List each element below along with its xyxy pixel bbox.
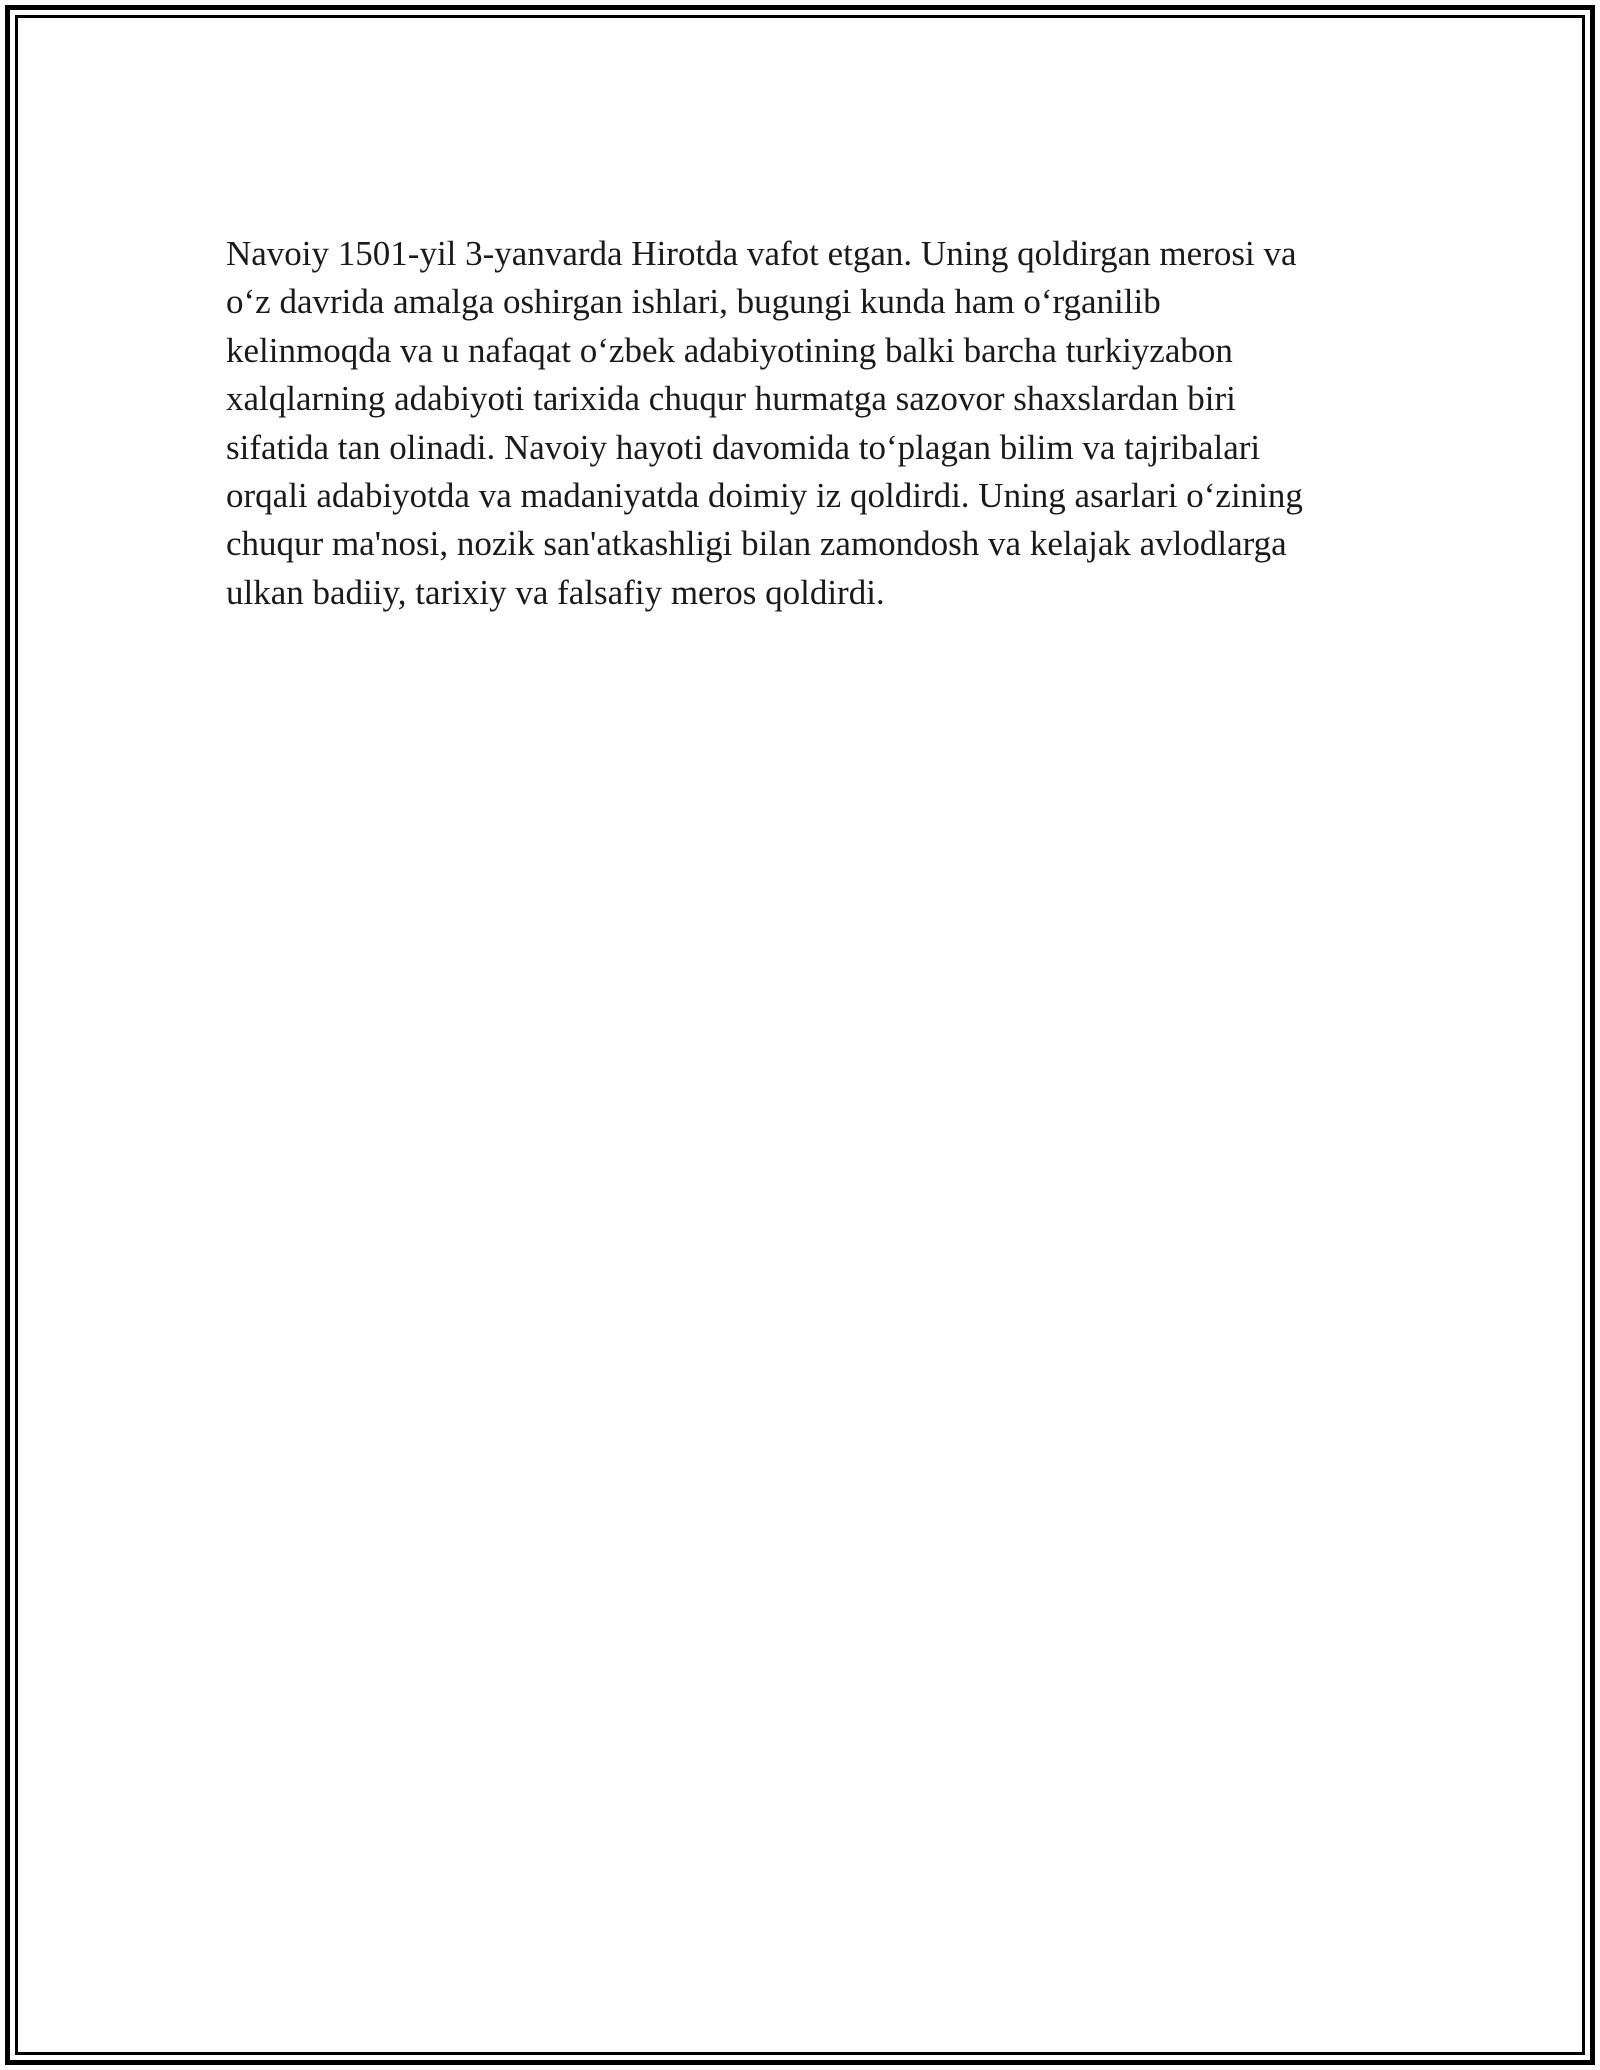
body-paragraph: [226, 230, 1396, 617]
paragraph-line: chuqur ma'nosi, nozik san'atkashligi bilan zamondosh va kelajak avlodlarga: [226, 524, 1287, 564]
paragraph-line: xalqlarning adabiyoti tarixida chuqur hurmatga sazovor shaxslardan biri: [226, 379, 1236, 419]
paragraph-line: kelinmoqda va u nafaqat o‘zbek adabiyotining balki barcha turkiyzabon: [226, 330, 1233, 370]
paragraph-line: o‘z davrida amalga oshirgan ishlari, bugungi kunda ham o‘rganilib: [226, 282, 1161, 322]
paragraph-line: sifatida tan olinadi. Navoiy hayoti davomida to‘plagan bilim va tajribalari: [226, 427, 1261, 467]
paragraph-line: Navoiy 1501-yil 3-yanvarda Hirotda vafot etgan. Uning qoldirgan merosi va: [226, 234, 1297, 273]
paragraph-line: orqali adabiyotda va madaniyatda doimiy iz qoldirdi. Uning asarlari o‘zining: [226, 476, 1303, 516]
paragraph-line: ulkan badiiy, tarixiy va falsafiy meros qoldirdi.: [226, 572, 885, 612]
